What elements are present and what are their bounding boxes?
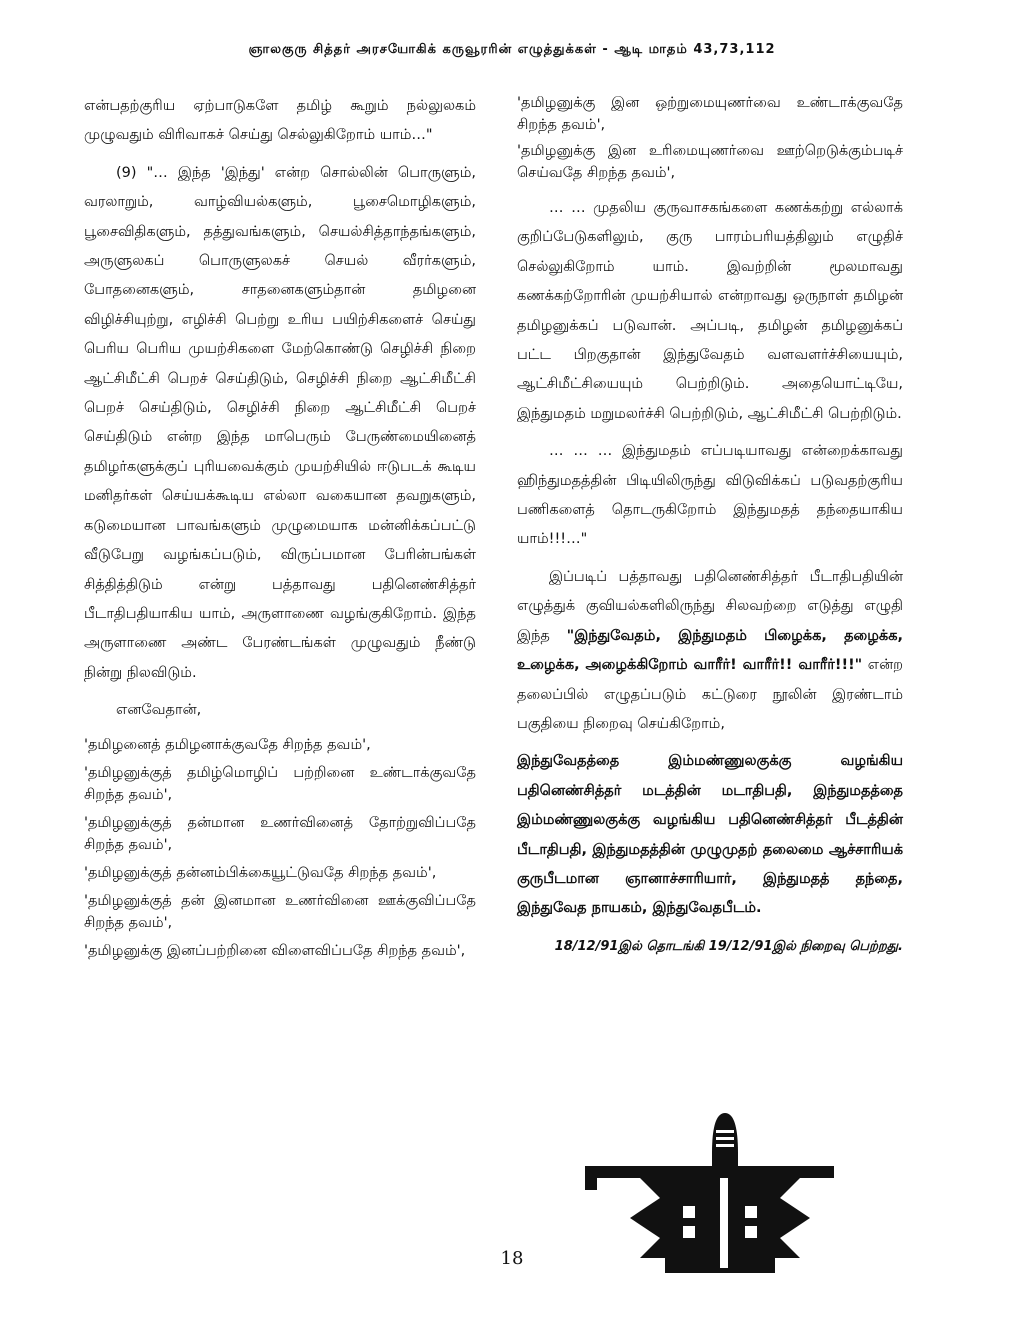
right-quote: 'தமிழனுக்கு இன உரிமையுணர்வை ஊற்றெடுக்கும்படிச் செய்வதே சிறந்த தவம்', xyxy=(517,143,903,181)
left-quote: 'தமிழனுக்குத் தமிழ்மொழிப் பற்றினை உண்டாக்குவதே சிறந்த தவம்', xyxy=(84,764,476,803)
right-paragraph-3 xyxy=(517,563,903,739)
left-quote: 'தமிழனுக்கு இனப்பற்றினை விளைவிப்பதே சிறந்த தவம்', xyxy=(84,942,466,959)
left-quote: 'தமிழனைத் தமிழனாக்குவதே சிறந்த தவம்', xyxy=(84,736,371,753)
left-paragraph-3: எனவேதான், xyxy=(116,702,202,719)
right-quote: 'தமிழனுக்கு இன ஒற்றுமையுணர்வை உண்டாக்குவதே சிறந்த தவம்', xyxy=(517,95,903,133)
right-paragraph-3-text: இப்படிப் பத்தாவது பதினெண்சித்தர் பீடாதிபதியின் எழுத்துக் குவியல்களிலிருந்து சிலவற்றை எடுத்து எழுதி இந்த xyxy=(517,568,903,644)
right-column xyxy=(517,92,903,961)
page-header: ஞாலகுரு சித்தர் அரசயோகிக் கருவூரரின் எழுத்துக்கள் - ஆடி மாதம் 43,73,112 xyxy=(248,42,776,57)
page-number: 18 xyxy=(500,1248,524,1269)
right-paragraph-3-text-end: என்ற தலைப்பில் எழுதப்படும் கட்டுரை நூலின் இரண்டாம் பகுதியை நிறைவு செய்கிறோம், xyxy=(517,657,904,732)
date-footnote: 18/12/91இல் தொடங்கி 19/12/91இல் நிறைவு பெற்றது. xyxy=(554,938,903,954)
left-quote: 'தமிழனுக்குத் தன்மான உணர்வினைத் தோற்றுவிப்பதே சிறந்த தவம்', xyxy=(84,814,476,853)
left-paragraph-1: என்பதற்குரிய ஏற்பாடுகளே தமிழ் கூறும் நல்லுலகம் முழுவதும் விரிவாகச் செய்து செல்லுகிறோம் யாம்…" xyxy=(84,98,476,144)
left-quote: 'தமிழனுக்குத் தன் இனமான உணர்வினை ஊக்குவிப்பதே சிறந்த தவம்', xyxy=(84,892,476,931)
right-paragraph-2: … … … இந்துமதம் எப்படியாவது என்றைக்காவது ஹிந்துமதத்தின் பிடியிலிருந்து விடுவிக்கப் படுவதற்குரிய பணிகளைத் தொடருகிறோம் இந்துமதத் தந்தையாகிய யாம்!!!…" xyxy=(517,443,903,548)
article-title: "இந்துவேதம், இந்துமதம் பிழைக்க, தழைக்க, உழைக்க, அழைக்கிறோம் வாரீர்! வாரீர்!! வாரீர்!!!" xyxy=(517,627,903,674)
left-paragraph-2: (9) "… இந்த 'இந்து' என்ற சொல்லின் பொருளும், வரலாறும், வாழ்வியல்களும், பூசைமொழிகளும், பூசைவிதிகளும், தத்துவங்களும், செயல்சித்தாந்தங்களும், அருளுலகப் பொருளுலகச் செயல் வீரர்களும், போதனைகளும், சாதனைகளும்தான் தமிழனை விழிச்சியுற்று, எழிச்சி பெற்று உரிய பயிற்சிகளைச் செய்து பெரிய பெரிய முயற்சிகளை மேற்கொண்டு செழிச்சி நிறை ஆட்சிமீட்சி பெறச் செய்திடும், செழிச்சி நிறை ஆட்சிமீட்சி பெறச் செய்திடும், செழிச்சி நிறை ஆட்சிமீட்சி பெறச் செய்திடும் என்ற இந்த மாபெரும் பேருண்மையினைத் தமிழர்களுக்குப் புரியவைக்கும் முயற்சியில் ஈடுபடக் கூடிய மனிதர்கள் செய்யக்கூடிய எல்லா வகையான தவறுகளும், கடுமையான பாவங்களும் முழுமையாக மன்னிக்கப்பட்டு வீடுபேறு வழங்கப்படும், விருப்பமான பேரின்பங்கள் சித்தித்திடும் என்று பத்தாவது பதினெண்சித்தர் பீடாதிபதியாகிய யாம், அருளாணை வழங்குகிறோம். இந்த அருளாணை அண்ட பேரண்டங்கள் முழுவதும் நீண்டு நின்று நிலவிடும். xyxy=(84,164,476,681)
author-signature: இந்துவேதத்தை இம்மண்ணுலகுக்கு வழங்கிய பதினெண்சித்தர் மடத்தின் மடாதிபதி, இந்துமதத்தை இம்மண்ணுலகுக்கு வழங்கிய பதினெண்சித்தர் பீடத்தின் பீடாதிபதி, இந்துமதத்தின் முழுமுதற் தலைமை ஆச்சாரியக் குருபீடமான ஞானாச்சாரியார், இந்துமதத் தந்தை, இந்துவேத நாயகம், இந்துவேதபீடம். xyxy=(517,753,903,917)
left-column xyxy=(84,92,476,968)
left-quote: 'தமிழனுக்குத் தன்னம்பிக்கையூட்டுவதே சிறந்த தவம்', xyxy=(84,864,437,881)
right-paragraph-1: … … முதலிய குருவாசகங்களை கணக்கற்று எல்லாக் குறிப்பேடுகளிலும், குரு பாரம்பரியத்திலும் எழுதிச் செல்லுகிறோம் யாம். இவற்றின் மூலமாவது கணக்கற்றோரின் முயற்சியால் என்றாவது ஒருநாள் தமிழன் தமிழனுக்கப் படுவான். அப்படி, தமிழன் தமிழனுக்கப் பட்ட பிறகுதான் இந்துவேதம் வளவளர்ச்சியையும், ஆட்சிமீட்சியையும் பெற்றிடும். அதையொட்டியே, இந்துமதம் மறுமலர்ச்சி பெற்றிடும், ஆட்சிமீட்சி பெற்றிடும். xyxy=(517,200,903,422)
